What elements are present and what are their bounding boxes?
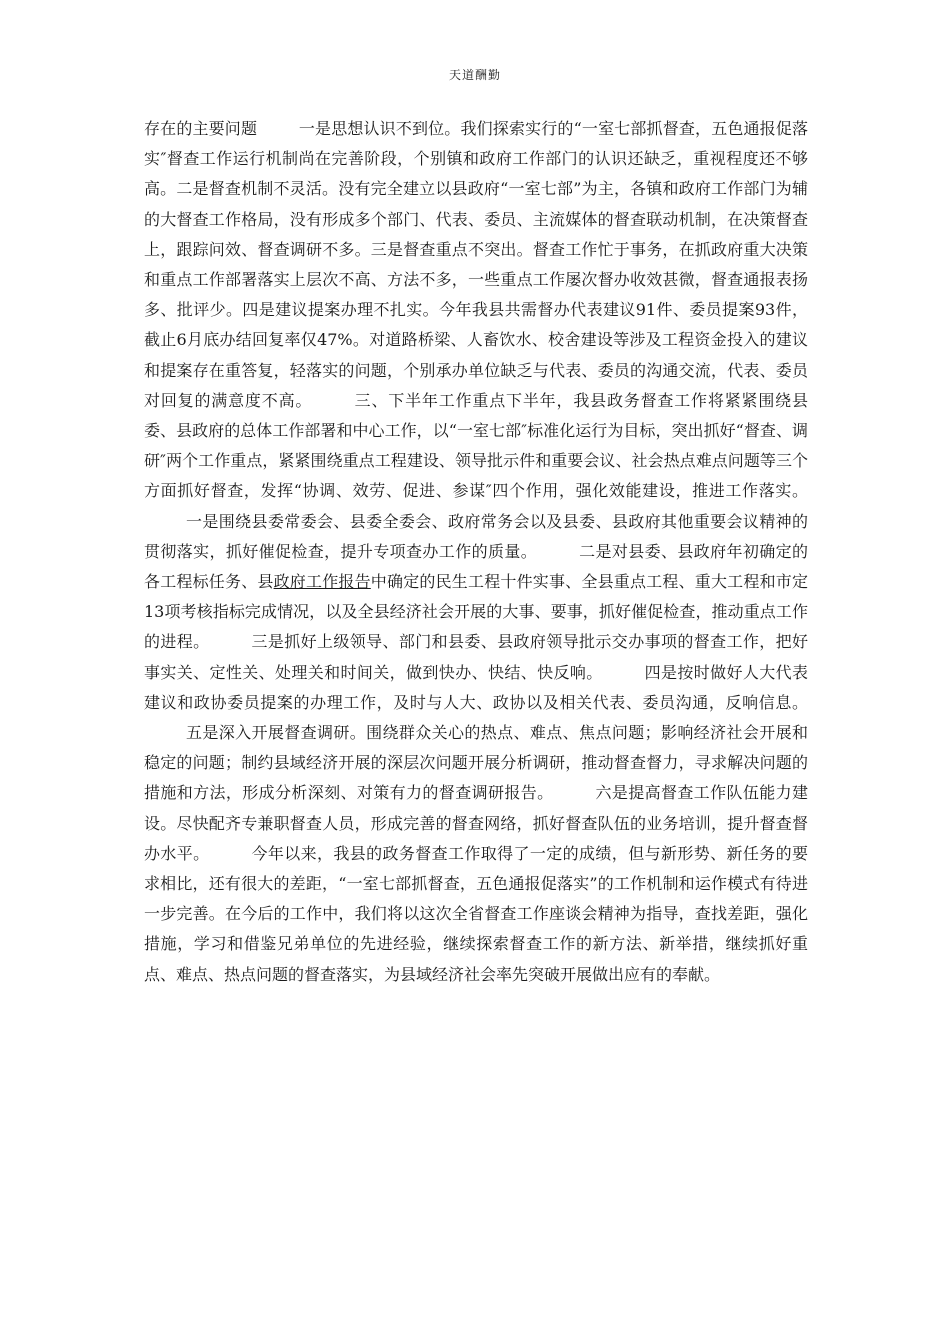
point-three: 三是抓好上级领导、部门和县委、县政府领导批示交办事项的督查工作，把好事实关、定性关、处理关和时间关，做到快办、快结、快反响。: [144, 632, 808, 682]
point-one: 一是围绕县委常委会、县委全委会、政府常务会以及县委、县政府其他重要会议精神的贯彻落实，抓好催促检查，提升专项查办工作的质量。: [144, 511, 808, 561]
point-two-end: 中确定的民生工程十件实事、全县重点工程、重大工程和市定13项考核指标完成情况，以及全县经济社会开展的大事、要事，抓好催促检查，推动重点工作的进程。: [144, 572, 808, 652]
running-header: 天道酬勤: [448, 68, 501, 82]
section-heading-second-half: 三、下半年工作重点: [353, 390, 507, 410]
body-paragraph: [144, 114, 808, 990]
point-five: 五是深入开展督查调研。围绕群众关心的热点、难点、焦点问题；影响经济社会开展和稳定的问题；制约县域经济开展的深层次问题开展分析调研，推动督查督力，寻求解决问题的措施和方法，形成分析深刻、对策有力的督查调研报告。: [144, 723, 808, 803]
section-heading-problems: 存在的主要问题: [144, 119, 258, 138]
government-work-report-link[interactable]: 政府工作报告: [273, 572, 371, 592]
second-half-intro: 下半年，我县政务督查工作将紧紧围绕县委、县政府的总体工作部署和中心工作，以“一室七部″标准化运行为目标，突出抓好“督查、调研″两个工作重点，紧紧围绕重点工程建设、领导批示件和重要会议、社会热点难点问题等三个方面抓好督查，发挥“协调、效劳、促进、参谋″四个作用，强化效能建设，推进工作落实。: [144, 390, 808, 501]
problems-text: 一是思想认识不到位。我们探索实行的“一室七部抓督查，五色通报促落实″督查工作运行机制尚在完善阶段，个别镇和政府工作部门的认识还缺乏，重视程度还不够高。二是督查机制不灵活。没有完全建立以县政府“一室七部”为主，各镇和政府工作部门为辅的大督查工作格局，没有形成多个部门、代表、委员、主流媒体的督查联动机制，在决策督查上，跟踪问效、督查调研不多。三是督查重点不突出。督查工作忙于事务，在抓政府重大决策和重点工作部署落实上层次不高、方法不多，一些重点工作屡次督办收效甚微，督查通报表扬多、批评少。四是建议提案办理不扎实。今年我县共需督办代表建议91件、委员提案93件，截止6月底办结回复率仅47%。对道路桥梁、人畜饮水、校舍建设等涉及工程资金投入的建议和提案存在重答复，轻落实的问题，个别承办单位缺乏与代表、委员的沟通交流，代表、委员对回复的满意度不高。: [144, 119, 808, 410]
point-four: 四是按时做好人大代表建议和政协委员提案的办理工作，及时与人大、政协以及相关代表、委员沟通，反响信息。: [144, 662, 808, 712]
conclusion: 今年以来，我县的政务督查工作取得了一定的成绩，但与新形势、新任务的要求相比，还有很大的差距，“一室七部抓督查，五色通报促落实”的工作机制和运作模式有待进一步完善。在今后的工作中，我们将以这次全省督查工作座谈会精神为指导，查找差距，强化措施，学习和借鉴兄弟单位的先进经验，继续探索督查工作的新方法、新举措，继续抓好重点、难点、热点问题的督查落实，为县域经济社会率先突破开展做出应有的奉献。: [144, 843, 808, 984]
point-six: 六是提高督查工作队伍能力建设。尽快配齐专兼职督查人员，形成完善的督查网络，抓好督查队伍的业务培训，提升督查督办水平。: [144, 783, 808, 863]
point-two-start: 二是对县委、县政府年初确定的各工程标任务、县: [144, 541, 808, 592]
